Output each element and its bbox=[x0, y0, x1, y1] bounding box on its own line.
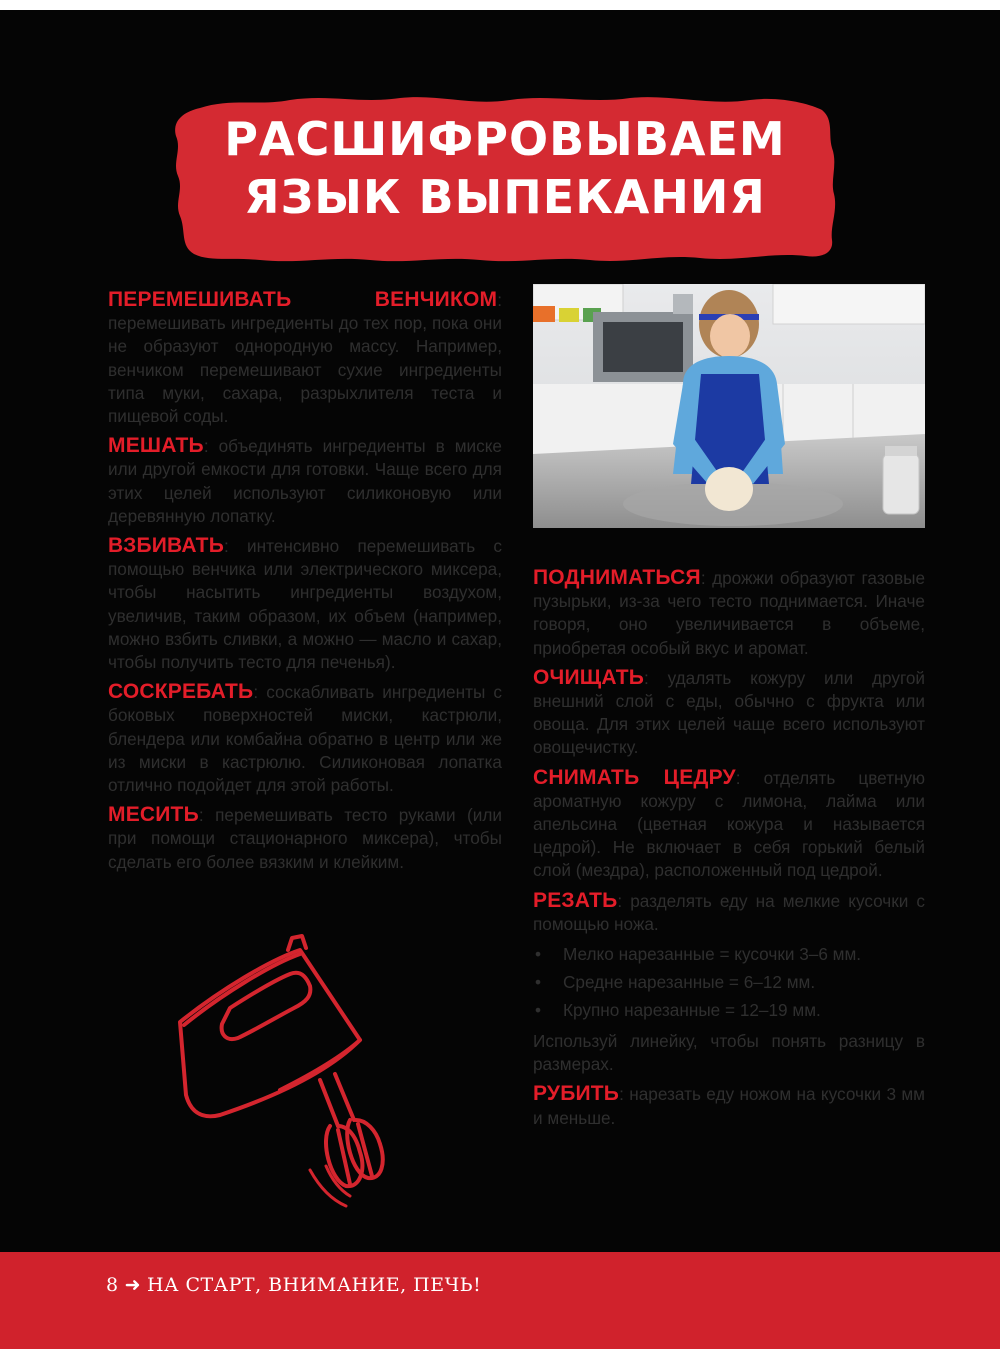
glossary-term: РУБИТЬ bbox=[533, 1082, 620, 1106]
separator: : bbox=[253, 682, 259, 703]
glossary-term: МЕСИТЬ bbox=[108, 803, 199, 827]
page bbox=[0, 10, 1000, 1349]
hand-mixer-illustration bbox=[160, 930, 460, 1220]
separator: : bbox=[497, 290, 502, 310]
glossary-term: ОЧИЩАТЬ bbox=[533, 665, 645, 689]
separator: : bbox=[700, 568, 706, 588]
footer-text bbox=[106, 1274, 481, 1296]
separator: : bbox=[203, 436, 209, 457]
list-item: • Мелко нарезанные = кусочки 3–6 мм. bbox=[533, 940, 925, 968]
page-title bbox=[180, 110, 830, 226]
ruler-note: Используй линейку, чтобы понять разницу в размерах. bbox=[533, 1031, 925, 1075]
glossary-entry bbox=[533, 889, 925, 936]
title-line-2: ЯЗЫК ВЫПЕКАНИЯ bbox=[244, 170, 766, 224]
separator: : bbox=[198, 805, 204, 826]
glossary-entry bbox=[533, 666, 925, 760]
glossary-definition: дрожжи образуют газовые пузырьки, из-за чего тесто поднимается. Иначе говоря, оно увеличивается в объеме, приобретая особый вкус и аромат. bbox=[533, 568, 926, 658]
arrow-right-icon: ➜ bbox=[124, 1274, 142, 1296]
glossary-term: СОСКРЕБАТЬ bbox=[108, 680, 254, 704]
glossary-definition: удалять кожуру или другой внешний слой с еды, обычно с фрукта или овоща. Для этих целей чаще всего используют овощечистку. bbox=[533, 667, 926, 758]
glossary-definition: интенсивно перемешивать с помощью венчика или электрического миксера, чтобы насытить ингредиенты воздухом, увеличив, таким образом, их объем (например, можно взбить сливки, а можно — масло и сахар, чтобы получить тесто для печенья). bbox=[108, 536, 502, 673]
section-title: НА СТАРТ, ВНИМАНИЕ, ПЕЧЬ! bbox=[147, 1274, 482, 1296]
page-footer bbox=[0, 1252, 1000, 1349]
separator: : bbox=[617, 890, 623, 911]
title-line-1: РАСШИФРОВЫВАЕМ bbox=[224, 112, 786, 166]
separator: : bbox=[644, 667, 649, 688]
glossary-entry bbox=[108, 288, 502, 428]
separator: : bbox=[735, 767, 741, 788]
glossary-right-column bbox=[533, 566, 925, 1136]
glossary-definition: перемешивать тесто руками (или при помощи стационарного миксера), чтобы сделать его более вязким и клейким. bbox=[108, 805, 502, 872]
glossary-entry bbox=[108, 434, 502, 528]
glossary-definition: разделять еду на мелкие кусочки с помощью ножа. bbox=[533, 890, 925, 934]
glossary-entry bbox=[533, 766, 925, 883]
glossary-term: РЕЗАТЬ bbox=[533, 888, 618, 912]
glossary-term: ПОДНИМАТЬСЯ bbox=[533, 566, 701, 589]
separator: : bbox=[619, 1084, 624, 1105]
glossary-entry bbox=[108, 803, 502, 874]
glossary-term: ВЗБИВАТЬ bbox=[108, 534, 224, 558]
glossary-entry bbox=[533, 1082, 925, 1129]
page-number: 8 bbox=[106, 1274, 119, 1296]
glossary-definition: отделять цветную ароматную кожуру с лимона, лайма или апельсина (цветная кожура и называется цедрой). Не включает в себя горький белый слой (мездра), расположенный под цедрой. bbox=[533, 767, 926, 881]
separator: : bbox=[224, 536, 229, 557]
glossary-term: МЕШАТЬ bbox=[108, 434, 204, 458]
glossary-definition: перемешивать ингредиенты до тех пор, пока они не образуют однородную массу. Например, венчиком перемешивают сухие ингредиенты типа муки, сахара, разрыхлителя теста и пищевой соды. bbox=[108, 313, 502, 427]
glossary-entry bbox=[533, 566, 925, 660]
glossary-definition: соскабливать ингредиенты с боковых поверхностей миски, кастрюли, блендера или комбайна обратно в центр или же из миски в кастрюлю. Силиконовая лопатка отлично подойдет для этой работы. bbox=[108, 682, 502, 796]
glossary-left-column bbox=[108, 288, 502, 880]
list-item: • Крупно нарезанные = 12–19 мм. bbox=[533, 996, 925, 1024]
kitchen-photo bbox=[533, 284, 925, 528]
glossary-definition: объединять ингредиенты в миске или другой емкости для готовки. Чаще всего для этих целей используют силиконовую или деревянную лопатку. bbox=[108, 436, 502, 526]
glossary-entry bbox=[108, 680, 502, 797]
cut-size-list bbox=[533, 940, 925, 1024]
list-item: • Средне нарезанные = 6–12 мм. bbox=[533, 968, 925, 996]
glossary-definition: нарезать еду ножом на кусочки 3 мм и меньше. bbox=[533, 1084, 925, 1128]
glossary-entry bbox=[108, 534, 502, 674]
glossary-term: ПЕРЕМЕШИВАТЬ ВЕНЧИКОМ bbox=[108, 288, 498, 311]
glossary-term: СНИМАТЬ ЦЕДРУ bbox=[533, 765, 736, 789]
